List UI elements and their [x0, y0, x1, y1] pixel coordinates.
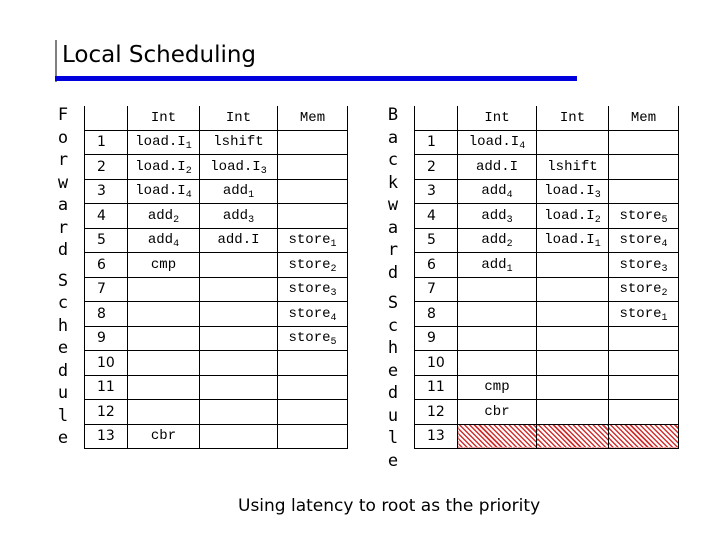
schedule-slot [278, 302, 348, 327]
table-row [415, 204, 679, 229]
table-row [415, 228, 679, 253]
op-name: cmp [484, 379, 510, 396]
cycle-header [85, 106, 128, 130]
cycle-number: 11 [85, 375, 128, 400]
cycle-number: 6 [415, 253, 458, 278]
cycle-number: 5 [85, 228, 128, 253]
op-subscript: 1 [594, 239, 601, 251]
schedule-slot [609, 130, 679, 155]
op-name: load.I [135, 158, 186, 175]
table-row [85, 228, 348, 253]
cycle-number: 3 [415, 179, 458, 204]
op-name: store [288, 330, 331, 347]
schedule-slot [458, 155, 537, 180]
table-row [415, 130, 679, 155]
schedule-slot [537, 351, 609, 376]
cycle-header [415, 106, 458, 130]
header-row [85, 106, 348, 130]
schedule-slot [609, 204, 679, 229]
table-row [85, 326, 348, 351]
cycle-number: 2 [415, 155, 458, 180]
label-letter: r [57, 217, 69, 238]
cycle-number: 12 [415, 400, 458, 425]
op-subscript: 4 [661, 239, 668, 251]
label-letter: u [57, 383, 69, 403]
table-row [415, 326, 679, 351]
schedule-slot [537, 155, 609, 180]
label-letter: B [387, 105, 399, 125]
label-letter: c [57, 293, 69, 313]
label-gap [53, 262, 73, 270]
label-letter: d [387, 383, 399, 403]
cycle-number: 11 [415, 375, 458, 400]
schedule-slot [128, 277, 200, 302]
schedule-slot [200, 277, 278, 302]
op-name: add [481, 183, 507, 200]
unit-header: Mem [609, 106, 679, 130]
table-row [85, 351, 348, 376]
op-name: load.I [468, 134, 520, 151]
schedule-slot [278, 253, 348, 278]
label-letter: h [57, 315, 69, 336]
schedule-slot [278, 400, 348, 425]
op-subscript: 1 [661, 312, 668, 324]
op-name: store [288, 281, 331, 298]
schedule-slot [200, 351, 278, 376]
schedule-slot [128, 228, 200, 253]
schedule-slot [278, 375, 348, 400]
table-row [415, 424, 679, 449]
cycle-number: 5 [415, 228, 458, 253]
schedule-slot [537, 326, 609, 351]
unit-header: Int [128, 106, 200, 130]
label-letter: l [57, 405, 69, 426]
label-letter: u [387, 405, 399, 426]
schedule-slot [458, 130, 537, 155]
cycle-number: 10 [85, 351, 128, 376]
op-subscript: 2 [173, 214, 180, 226]
table-row [415, 375, 679, 400]
cycle-number: 4 [415, 204, 458, 229]
label-letter: e [57, 428, 69, 448]
label-letter: S [57, 270, 69, 291]
schedule-slot [278, 204, 348, 229]
label-letter: l [387, 428, 399, 448]
schedule-slot [278, 277, 348, 302]
cycle-number: 12 [85, 400, 128, 425]
op-name: load.I [135, 183, 186, 200]
op-name: store [619, 256, 662, 273]
op-name: load.I [544, 183, 595, 200]
op-name: store [288, 305, 331, 322]
op-name: store [288, 256, 331, 273]
label-letter: a [387, 217, 399, 238]
op-subscript: 1 [248, 190, 255, 202]
op-name: store [619, 207, 662, 224]
op-subscript: 5 [330, 337, 337, 349]
schedule-slot [128, 179, 200, 204]
op-name: add [147, 207, 174, 224]
label-letter: a [387, 127, 399, 148]
schedule-slot [200, 302, 278, 327]
op-subscript: 4 [185, 190, 192, 202]
label-letter: e [57, 338, 69, 358]
cycle-number: 2 [85, 155, 128, 180]
schedule-slot [200, 400, 278, 425]
schedule-slot [200, 253, 278, 278]
cycle-number: 7 [415, 277, 458, 302]
schedule-slot [609, 228, 679, 253]
table-row [85, 400, 348, 425]
schedule-slot [609, 253, 679, 278]
table-row [415, 277, 679, 302]
cycle-number: 10 [415, 351, 458, 376]
op-subscript: 4 [506, 190, 513, 202]
op-name: add.I [217, 232, 260, 249]
schedule-slot [128, 130, 200, 155]
schedule-slot [200, 204, 278, 229]
table-row [415, 351, 679, 376]
label-letter: d [57, 360, 69, 381]
schedule-slot [200, 228, 278, 253]
op-subscript: 2 [330, 263, 337, 275]
schedule-slot [458, 179, 537, 204]
cycle-number: 3 [85, 179, 128, 204]
unit-header: Int [200, 106, 278, 130]
schedule-slot [537, 130, 609, 155]
table-row [85, 302, 348, 327]
schedule-slot [458, 204, 537, 229]
header-row [415, 106, 679, 130]
op-name: add [481, 232, 507, 249]
schedule-slot [458, 228, 537, 253]
schedule-slot [278, 155, 348, 180]
schedule-slot [128, 424, 200, 449]
label-letter: r [57, 150, 69, 170]
title-underline-bar [55, 76, 577, 81]
table-row [85, 375, 348, 400]
schedule-slot [609, 424, 679, 449]
cycle-number: 4 [85, 204, 128, 229]
table-row [85, 253, 348, 278]
schedule-slot [128, 253, 200, 278]
slide-title: Local Scheduling [62, 42, 257, 68]
schedule-slot [537, 253, 609, 278]
op-subscript: 3 [330, 288, 337, 300]
label-letter: c [387, 150, 399, 170]
op-subscript: 5 [661, 214, 668, 226]
cycle-number: 1 [415, 130, 458, 155]
op-name: load.I [210, 158, 261, 175]
schedule-slot [278, 228, 348, 253]
label-letter: S [387, 293, 399, 313]
table-row [415, 155, 679, 180]
schedule-slot [609, 351, 679, 376]
op-subscript: 1 [330, 239, 337, 251]
table-row [415, 302, 679, 327]
schedule-slot [278, 130, 348, 155]
op-name: store [619, 232, 662, 249]
table-row [415, 253, 679, 278]
schedule-slot [609, 155, 679, 180]
schedule-slot [609, 400, 679, 425]
op-subscript: 2 [661, 288, 668, 300]
cycle-number: 8 [415, 302, 458, 327]
label-letter: k [387, 172, 399, 193]
label-letter: w [387, 195, 399, 215]
op-subscript: 2 [594, 214, 601, 226]
schedule-slot [200, 179, 278, 204]
schedule-slot [128, 204, 200, 229]
schedule-slot [537, 302, 609, 327]
unit-header: Int [537, 106, 609, 130]
label-gap [383, 284, 403, 292]
schedule-slot [278, 326, 348, 351]
schedule-slot [128, 155, 200, 180]
schedule-slot [458, 400, 537, 425]
label-letter: c [387, 315, 399, 336]
op-name: store [288, 232, 331, 249]
label-letter: w [57, 172, 69, 193]
op-name: add [147, 232, 174, 249]
table-row [85, 155, 348, 180]
cycle-number: 1 [85, 130, 128, 155]
table-row [85, 130, 348, 155]
schedule-slot [200, 130, 278, 155]
cycle-number: 7 [85, 277, 128, 302]
cycle-number: 13 [85, 424, 128, 449]
op-name: add [222, 183, 249, 200]
label-letter: e [387, 360, 399, 381]
op-subscript: 1 [185, 141, 192, 153]
forward-schedule-table [84, 106, 348, 449]
op-subscript: 1 [506, 263, 513, 275]
label-letter: o [57, 127, 69, 148]
cycle-number: 13 [415, 424, 458, 449]
schedule-slot [128, 326, 200, 351]
schedule-slot [278, 351, 348, 376]
backward-schedule-label [383, 104, 403, 472]
label-letter: d [387, 262, 399, 283]
cycle-number: 6 [85, 253, 128, 278]
schedule-slot [458, 326, 537, 351]
op-name: load.I [544, 207, 595, 224]
backward-schedule-table [414, 106, 679, 449]
op-name: add [222, 207, 249, 224]
schedule-slot [200, 375, 278, 400]
table-row [85, 277, 348, 302]
schedule-slot [278, 424, 348, 449]
label-letter: h [387, 338, 399, 358]
unit-header: Mem [278, 106, 348, 130]
op-name: cbr [150, 428, 177, 445]
schedule-slot [609, 277, 679, 302]
label-letter: e [387, 450, 399, 471]
op-subscript: 3 [594, 190, 601, 202]
schedule-slot [278, 179, 348, 204]
op-name: cbr [484, 403, 510, 420]
schedule-slot [609, 375, 679, 400]
op-name: add.I [475, 158, 518, 175]
schedule-slot [128, 302, 200, 327]
schedule-slot [458, 424, 537, 449]
schedule-slot [537, 228, 609, 253]
schedule-slot [458, 302, 537, 327]
schedule-slot [537, 375, 609, 400]
op-subscript: 4 [330, 312, 337, 324]
table-row [85, 424, 348, 449]
unit-header: Int [458, 106, 537, 130]
schedule-slot [609, 326, 679, 351]
label-letter: a [57, 195, 69, 215]
schedule-slot [458, 351, 537, 376]
op-name: lshift [213, 134, 264, 151]
op-subscript: 2 [506, 239, 513, 251]
schedule-slot [537, 277, 609, 302]
op-name: cmp [150, 256, 177, 273]
table-row [85, 204, 348, 229]
op-subscript: 3 [661, 263, 668, 275]
label-letter: F [57, 105, 69, 125]
op-name: load.I [544, 232, 595, 249]
table-row [415, 400, 679, 425]
op-subscript: 3 [260, 165, 267, 177]
schedule-slot [200, 326, 278, 351]
cycle-number: 8 [85, 302, 128, 327]
schedule-slot [609, 179, 679, 204]
op-subscript: 2 [185, 165, 192, 177]
op-name: store [619, 305, 662, 322]
schedule-slot [537, 424, 609, 449]
op-subscript: 4 [173, 239, 180, 251]
schedule-slot [128, 400, 200, 425]
schedule-slot [128, 351, 200, 376]
op-subscript: 3 [248, 214, 255, 226]
schedule-slot [458, 375, 537, 400]
forward-schedule-label [53, 104, 73, 450]
schedule-slot [537, 179, 609, 204]
schedule-slot [537, 204, 609, 229]
schedule-slot [609, 302, 679, 327]
label-letter: r [387, 240, 399, 260]
op-name: load.I [135, 134, 186, 151]
op-name: lshift [547, 158, 598, 175]
schedule-slot [458, 253, 537, 278]
priority-note: Using latency to root as the priority [238, 496, 541, 516]
op-name: add [481, 256, 507, 273]
op-subscript: 4 [519, 141, 526, 153]
op-name: add [481, 207, 507, 224]
schedule-slot [200, 424, 278, 449]
label-letter: d [57, 240, 69, 260]
op-subscript: 3 [506, 214, 513, 226]
cycle-number: 9 [415, 326, 458, 351]
cycle-number: 9 [85, 326, 128, 351]
op-name: store [619, 281, 662, 298]
table-row [415, 179, 679, 204]
schedule-slot [537, 400, 609, 425]
schedule-slot [200, 155, 278, 180]
schedule-slot [128, 375, 200, 400]
schedule-slot [458, 277, 537, 302]
table-row [85, 179, 348, 204]
